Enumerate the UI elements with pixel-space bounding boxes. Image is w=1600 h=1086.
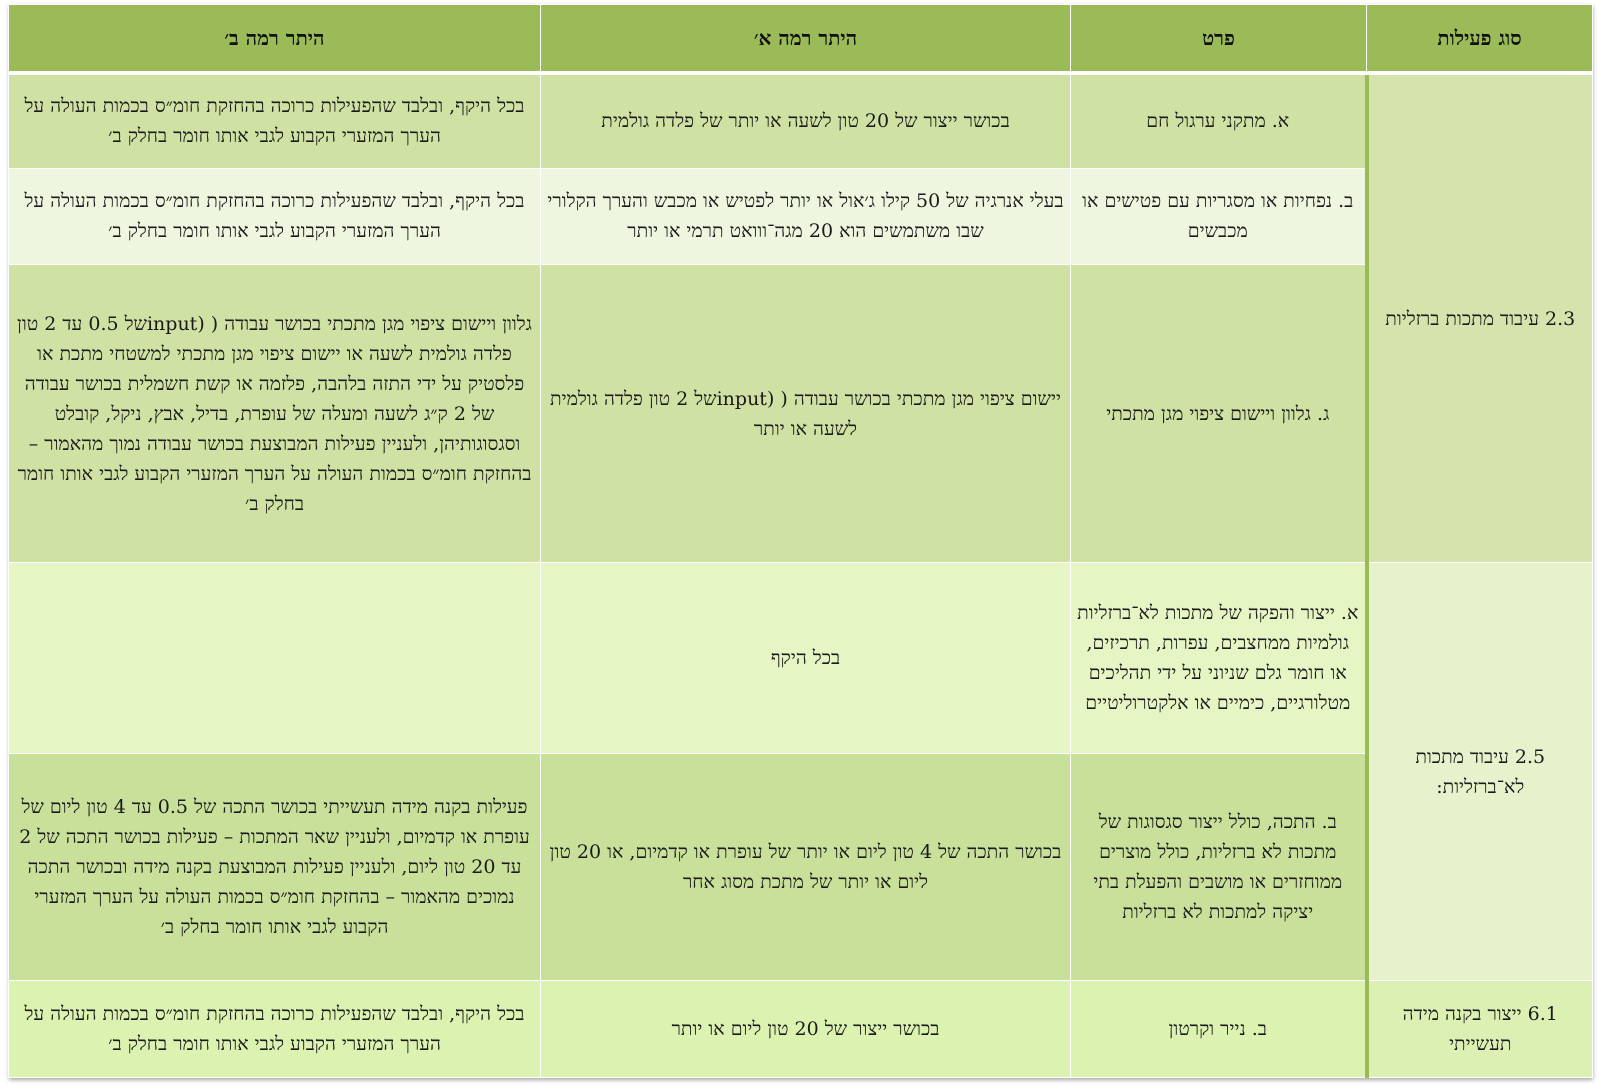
level-b-cell: גלוון ויישום ציפוי מגן מתכתי בכושר עבודה ( (inputשל 0.5 עד 2 טון פלדה גולמית לשעה או יישום ציפוי מגן מתכתי למשטחי מתכת או פלסטיק על ידי התזה בלהבה, פלזמה או קשת חשמלית בכושר עבודה של 2 ק״ג לשעה ומעלה של עופרת, בדיל, אבץ, ניקל, קובלט וסגסוגותיהן, ולעניין פעילות המבוצעת בכושר עבודה נמוך מהאמור – בהחזקת חומ״ס בכמות העולה על הערך המזערי הקבוע לגבי אותו חומר בחלק ב׳ bbox=[9, 264, 541, 563]
permits-table bbox=[8, 4, 1593, 1078]
item-cell: א. מתקני ערגול חם bbox=[1071, 73, 1367, 168]
level-a-cell: בכושר התכה של 4 טון ליום או יותר של עופרת או קדמיום, או 20 טון ליום או יותר של מתכת מסוג אחר bbox=[541, 753, 1071, 980]
table-row bbox=[9, 73, 1593, 168]
table-header-row bbox=[9, 5, 1593, 74]
table-row bbox=[9, 168, 1593, 264]
level-b-cell bbox=[9, 563, 541, 753]
item-cell: ב. התכה, כולל ייצור סגסוגות של מתכות לא ברזליות, כולל מוצרים ממוחזרים או מושבים והפעלת בתי יציקה למתכות לא ברזליות bbox=[1071, 753, 1367, 980]
level-a-cell: בכושר ייצור של 20 טון ליום או יותר bbox=[541, 980, 1071, 1077]
category-cell: 2.5 עיבוד מתכות לא־ברזליות: bbox=[1367, 563, 1593, 980]
level-a-cell: בכל היקף bbox=[541, 563, 1071, 753]
header-level-b: היתר רמה ב׳ bbox=[9, 5, 541, 74]
header-level-a: היתר רמה א׳ bbox=[541, 5, 1071, 74]
table-row bbox=[9, 264, 1593, 563]
table-row bbox=[9, 563, 1593, 753]
item-cell: ב. נייר וקרטון bbox=[1071, 980, 1367, 1077]
level-a-cell: בכושר ייצור של 20 טון לשעה או יותר של פלדה גולמית bbox=[541, 73, 1071, 168]
level-b-cell: פעילות בקנה מידה תעשייתי בכושר התכה של 0.5 עד 4 טון ליום של עופרת או קדמיום, ולעניין שאר המתכות – פעילות בכושר התכה של 2 עד 20 טון ליום, ולעניין פעילות המבוצעת בקנה מידה ובכושר התכה נמוכים מהאמור – בהחזקת חומ״ס בכמות העולה על הערך המזערי הקבוע לגבי אותו חומר בחלק ב׳ bbox=[9, 753, 541, 980]
level-b-cell: בכל היקף, ובלבד שהפעילות כרוכה בהחזקת חומ״ס בכמות העולה על הערך המזערי הקבוע לגבי אותו חומר בחלק ב׳ bbox=[9, 168, 541, 264]
category-cell: 6.1 ייצור בקנה מידה תעשייתי bbox=[1367, 980, 1593, 1077]
level-a-cell: יישום ציפוי מגן מתכתי בכושר עבודה ( (inputשל 2 טון פלדה גולמית לשעה או יותר bbox=[541, 264, 1071, 563]
header-activity-type: סוג פעילות bbox=[1367, 5, 1593, 74]
item-cell: ב. נפחיות או מסגריות עם פטישים או מכבשים bbox=[1071, 168, 1367, 264]
level-a-cell: בעלי אנרגיה של 50 קילו ג׳אול או יותר לפטיש או מכבש והערך הקלורי שבו משתמשים הוא 20 מגה־ווואט תרמי או יותר bbox=[541, 168, 1071, 264]
level-b-cell: בכל היקף, ובלבד שהפעילות כרוכה בהחזקת חומ״ס בכמות העולה על הערך המזערי הקבוע לגבי אותו חומר בחלק ב׳ bbox=[9, 73, 541, 168]
permits-table-frame bbox=[8, 4, 1592, 1078]
item-cell: א. ייצור והפקה של מתכות לא־ברזליות גולמיות ממחצבים, עפרות, תרכיזים, או חומר גלם שניוני על ידי תהליכים מטלורגיים, כימיים או אלקטרוליטיים bbox=[1071, 563, 1367, 753]
table-row bbox=[9, 753, 1593, 980]
item-cell: ג. גלוון ויישום ציפוי מגן מתכתי bbox=[1071, 264, 1367, 563]
category-cell: 2.3 עיבוד מתכות ברזליות bbox=[1367, 73, 1593, 563]
table-row bbox=[9, 980, 1593, 1077]
header-item: פרט bbox=[1071, 5, 1367, 74]
level-b-cell: בכל היקף, ובלבד שהפעילות כרוכה בהחזקת חומ״ס בכמות העולה על הערך המזערי הקבוע לגבי אותו חומר בחלק ב׳ bbox=[9, 980, 541, 1077]
